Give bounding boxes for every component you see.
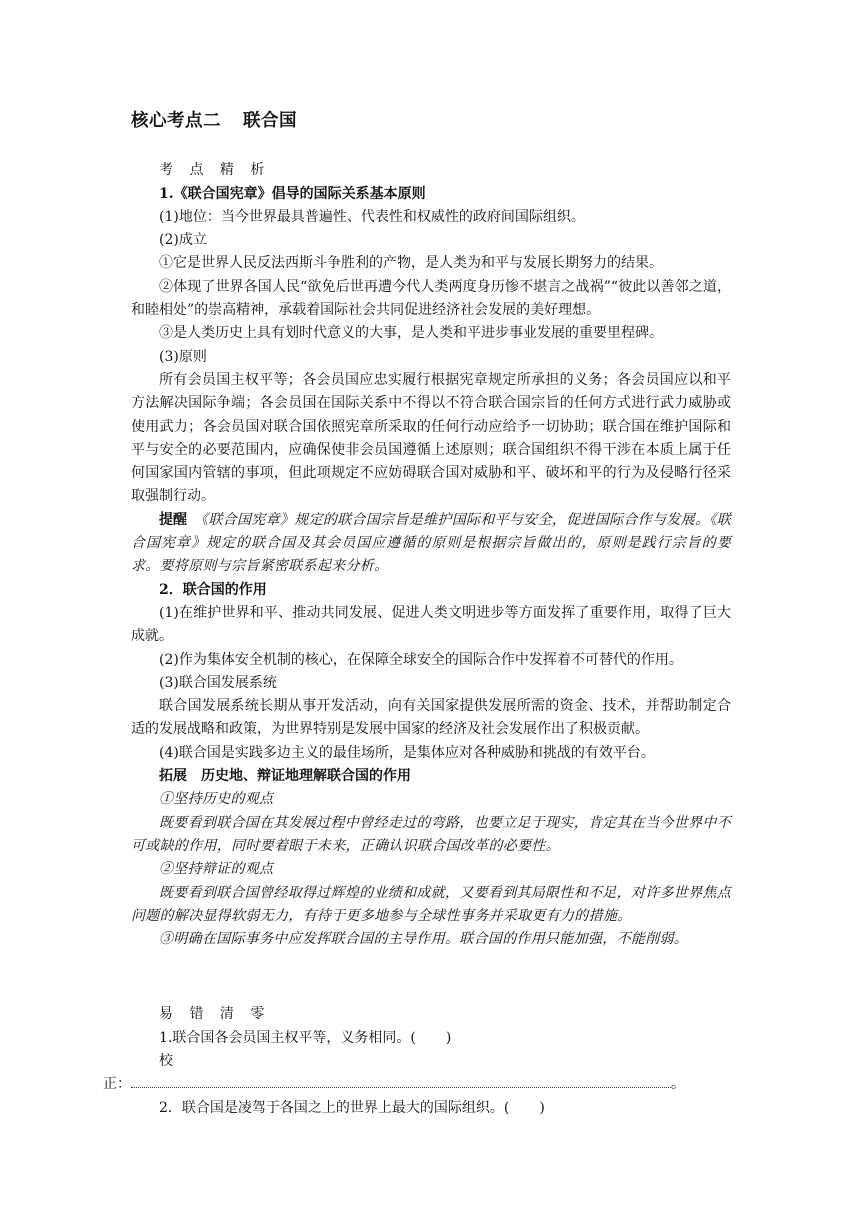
section-heading-error-clear: 易 错 清 零 — [159, 1006, 271, 1023]
page-title — [131, 110, 731, 133]
title-main: 核心考点二 — [131, 111, 221, 131]
principles-text: 所有会员国主权平等；各会员国应忠实履行根据宪章规定所承担的义务；各会员国应以和平方法解决国际争端；各会员国在国际关系中不得以不符合联合国宗旨的任何方式进行武力威胁或使用武力；各会员国对联合国依照宪章所采取的任何行动应给予一切协助；联合国在维护国际和平与安全的必要范围内，应确保使非会员国遵循上述原则；联合国组织不得干涉在本质上属于任何国家国内管辖的事项，但此项规定不应妨碍联合国对威胁和平、破坏和平的行为及侵略行径采取强制行动。 — [131, 371, 731, 505]
reminder-text: 《联合国宪章》规定的联合国宗旨是维护国际和平与安全，促进国际合作与发展。《联合国宪章》规定的联合国及其会员国应遵循的原则是根据宗旨做出的，原则是践行宗旨的要求。要将原则与宗旨紧密联系起来分析。 — [131, 511, 731, 575]
role-point-2: (2)作为集体安全机制的核心，在保障全球安全的国际合作中发挥着不可替代的作用。 — [159, 651, 683, 668]
expand-title: 历史地、辩证地理解联合国的作用 — [201, 768, 411, 785]
title-sub: 联合国 — [243, 111, 297, 131]
expand-label: 拓展 — [159, 768, 187, 785]
expand-heading — [131, 765, 731, 788]
question-1-text: 1.联合国各会员国主权平等，义务相同。( — [159, 1029, 416, 1046]
founding-point-3: ③是人类历史上具有划时代意义的大事，是人类和平进步事业发展的重要里程碑。 — [159, 325, 663, 342]
correction-label: 正： — [103, 1076, 131, 1093]
role-point-3-text: 联合国发展系统长期从事开发活动，向有关国家提供发展所需的资金、技术，并帮助制定合适的发展战略和政策，为世界特别是发展中国家的经济及社会发展作出了积极贡献。 — [131, 698, 731, 738]
status-item: (1)地位：当今世界最具普遍性、代表性和权威性的政府间国际组织。 — [159, 208, 585, 225]
question-2 — [131, 1097, 731, 1120]
reminder-paragraph — [131, 509, 731, 579]
founding-point-1: ①它是世界人民反法西斯斗争胜利的产物，是人类为和平与发展长期努力的结果。 — [159, 255, 663, 272]
expand-point-3: ③明确在国际事务中应发挥联合国的主导作用。联合国的作用只能加强，不能削弱。 — [159, 931, 689, 948]
role-point-3-heading: (3)联合国发展系统 — [159, 674, 277, 691]
role-point-1: (1)在维护世界和平、推动共同发展、促进人类文明进步等方面发挥了重要作用，取得了巨大成就。 — [131, 604, 731, 645]
role-point-4: (4)联合国是实践多边主义的最佳场所，是集体应对各种威胁和挑战的有效平台。 — [159, 744, 655, 761]
document-body — [103, 110, 731, 1120]
correction-end: 。 — [671, 1076, 685, 1093]
section-heading-key-points: 考 点 精 析 — [159, 162, 271, 179]
expand-point-2-heading: ②坚持辩证的观点 — [159, 861, 274, 878]
principles-subheading: (3)原则 — [159, 348, 207, 365]
correction-line — [103, 1073, 731, 1096]
expand-point-2-text: 既要看到联合国曾经取得过辉煌的业绩和成就，又要看到其局限性和不足，对许多世界焦点问题的解决显得软弱无力，有待于更多地参与全球性事务并采取更有力的措施。 — [131, 884, 731, 924]
role-heading: 2．联合国的作用 — [159, 581, 267, 598]
correction-label-line: 校 — [159, 1052, 173, 1069]
question-1 — [131, 1027, 731, 1050]
reminder-label: 提醒 — [159, 511, 188, 528]
correction-input-line[interactable] — [131, 1075, 671, 1088]
question-2-close: ) — [539, 1099, 545, 1116]
principles-heading: 1.《联合国宪章》倡导的国际关系基本原则 — [159, 185, 426, 202]
founding-heading: (2)成立 — [159, 232, 207, 249]
expand-point-1-heading: ①坚持历史的观点 — [159, 791, 274, 808]
question-1-close: ) — [445, 1029, 452, 1046]
founding-point-2: ②体现了世界各国人民“欲免后世再遭今代人类两度身历惨不堪言之战祸”“彼此以善邻之道，和睦相处”的崇高精神，承载着国际社会共同促进经济社会发展的美好理想。 — [131, 278, 731, 319]
question-2-text: 2．联合国是凌驾于各国之上的世界上最大的国际组织。( — [159, 1099, 510, 1116]
expand-point-1-text: 既要看到联合国在其发展过程中曾经走过的弯路，也要立足于现实，肯定其在当今世界中不可或缺的作用，同时要着眼于未来，正确认识联合国改革的必要性。 — [131, 814, 731, 854]
